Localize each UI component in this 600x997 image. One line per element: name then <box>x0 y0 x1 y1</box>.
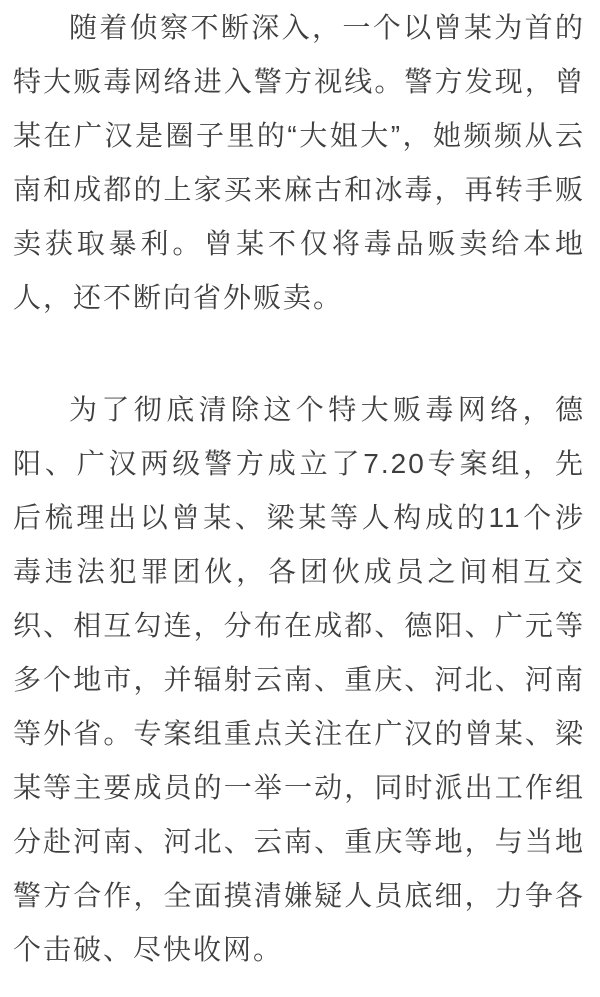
article-paragraph-2: 为了彻底清除这个特大贩毒网络，德阳、广汉两级警方成立了7.20专案组，先后梳理出以曾某、梁某等人构成的11个涉毒违法犯罪团伙，各团伙成员之间相互交织、相互勾连，分布在成都、德阳、广元等多个地市，并辐射云南、重庆、河北、河南等外省。专案组重点关注在广汉的曾某、梁某等主要成员的一举一动，同时派出工作组分赴河南、河北、云南、重庆等地，与当地警方合作，全面摸清嫌疑人员底细，力争各个击破、尽快收网。 <box>13 394 585 965</box>
article-paragraph-1: 随着侦察不断深入，一个以曾某为首的特大贩毒网络进入警方视线。警方发现，曾某在广汉是圈子里的“大姐大”，她频频从云南和成都的上家买来麻古和冰毒，再转手贩卖获取暴利。曾某不仅将毒品贩卖给本地人，还不断向省外贩卖。 <box>13 12 585 313</box>
